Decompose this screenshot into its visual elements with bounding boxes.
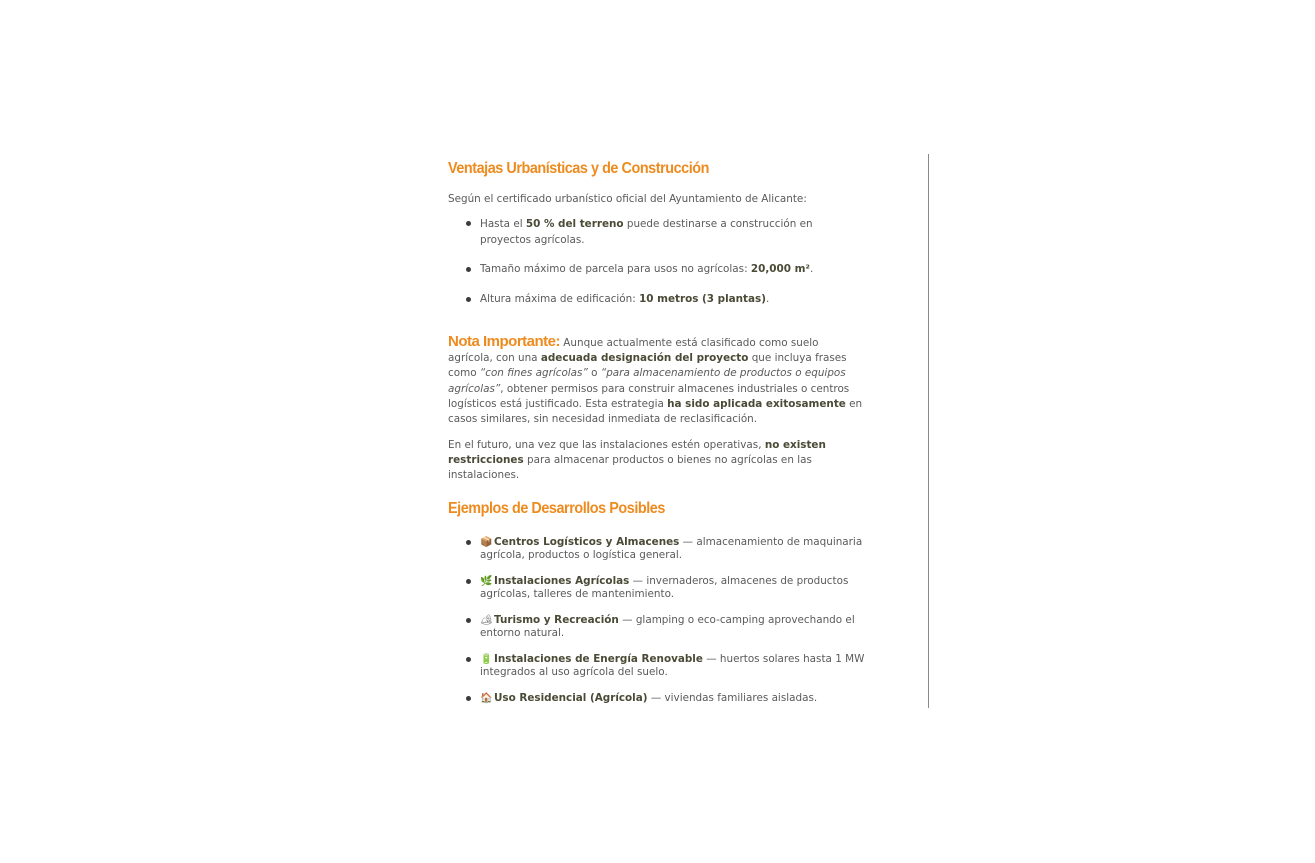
note-label: Nota Importante: [448, 332, 560, 350]
section-title-ventajas: Ventajas Urbanísticas y de Construcción [448, 160, 709, 177]
package-icon: 📦 [480, 536, 493, 548]
important-note: Nota Importante: Aunque actualmente está clasificado como suelo agrícola, con una adecuada designación del proyecto que incluya frases como “con fines agrícolas” o “para almacenamiento de productos o equipos agrícolas”, obtener permisos para construir almacenes industriales o centros logísticos está justificado. Esta estrategia ha sido aplicada exitosamente en casos similares, sin necesidad inmediata de reclasificación. [448, 332, 863, 426]
ventajas-list [448, 217, 866, 306]
list-item: 🏕Turismo y Recreación — glamping o eco-camping aprovechando el entorno natural. [448, 614, 866, 640]
article-content [448, 160, 866, 705]
ejemplos-list [448, 536, 866, 706]
vertical-divider [928, 154, 929, 708]
list-item: Altura máxima de edificación: 10 metros (3 plantas). [448, 293, 866, 306]
section-intro: Según el certificado urbanístico oficial del Ayuntamiento de Alicante: [448, 193, 807, 205]
section-title-ejemplos: Ejemplos de Desarrollos Posibles [448, 499, 665, 517]
leaf-icon: 🌿 [480, 575, 493, 587]
list-item: 🔋 Instalaciones de Energía Renovable — huertos solares hasta 1 MW integrados al uso agrícola del suelo. [448, 653, 866, 679]
list-item: Hasta el 50 % del terreno puede destinarse a construcción en proyectos agrícolas. [448, 217, 866, 248]
list-item: 📦 Centros Logísticos y Almacenes — almacenamiento de maquinaria agrícola, productos o logística general. [448, 536, 866, 562]
list-item: 🌿 Instalaciones Agrícolas — invernaderos, almacenes de productos agrícolas, talleres de mantenimiento. [448, 575, 866, 601]
house-icon: 🏠 [480, 692, 493, 704]
camping-icon: 🏕 [480, 614, 493, 626]
list-item: Tamaño máximo de parcela para usos no agrícolas: 20,000 m². [448, 263, 866, 276]
future-paragraph: En el futuro, una vez que las instalaciones estén operativas, no existen restricciones para almacenar productos o bienes no agrícolas en las instalaciones. [448, 438, 826, 482]
list-item: 🏠 Uso Residencial (Agrícola) — viviendas familiares aisladas. [448, 692, 866, 706]
battery-icon: 🔋 [480, 653, 493, 665]
